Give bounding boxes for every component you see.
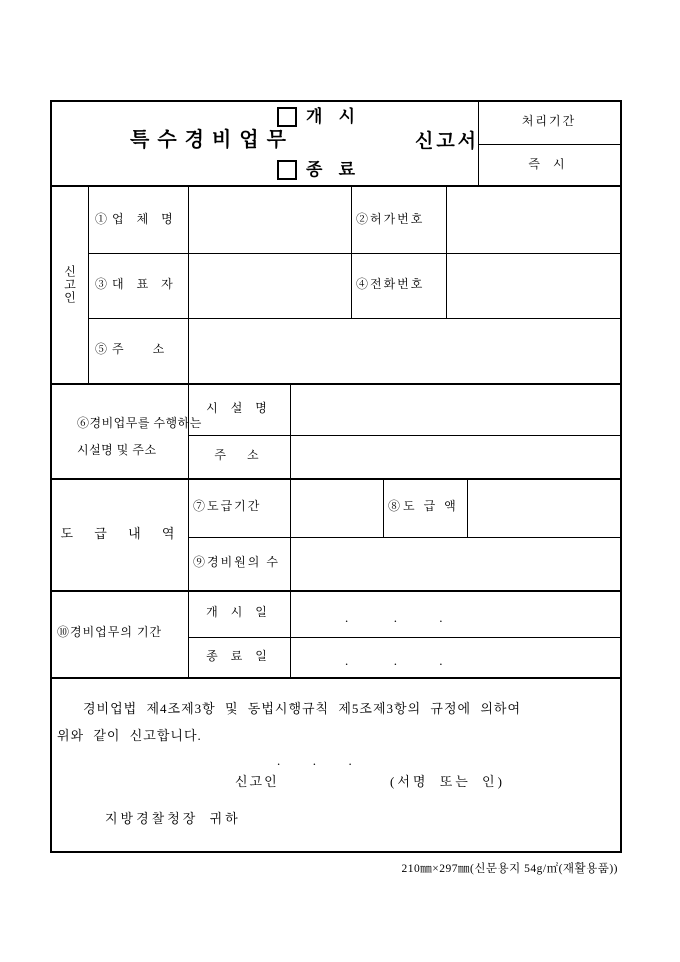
paper-spec-footer: 210㎜×297㎜(신문용지 54g/㎡(재활용품)) (401, 863, 618, 875)
duration-section-label: ⑩경비업무의 기간 (57, 625, 163, 639)
representative-label: ③대 표 자 (95, 277, 178, 291)
declaration-date-dots[interactable]: . . . (277, 753, 352, 768)
guard-count-value-cell[interactable] (291, 539, 620, 590)
checkbox-start[interactable] (277, 107, 297, 127)
report-form-table (50, 100, 622, 853)
contract-amount-label: ⑧도 급 액 (388, 499, 459, 513)
permit-number-value-cell[interactable] (447, 187, 620, 253)
facility-section-line2: 시설명 및 주소 (77, 443, 157, 458)
declaration-line2: 위와 같이 신고합니다. (57, 728, 202, 743)
facility-section-line1: ⑥경비업무를 수행하는 (77, 415, 202, 430)
address-value-cell[interactable] (189, 319, 620, 383)
grid-line (52, 590, 620, 592)
grid-line (383, 478, 384, 537)
company-name-value-cell[interactable] (189, 187, 351, 253)
facility-name-value-cell[interactable] (291, 385, 620, 435)
contract-period-label: ⑦도급기간 (193, 499, 262, 513)
declaration-line1: 경비업법 제4조제3항 및 동법시행규칙 제5조제3항의 규정에 의하여 (83, 701, 522, 716)
phone-number-label: ④전화번호 (356, 277, 425, 291)
recipient-label: 지방경찰청장 귀하 (105, 811, 241, 826)
guard-count-label: ⑨경비원의 수 (193, 555, 280, 569)
declarant-section-text: 신고인 (62, 264, 77, 304)
processing-period-value: 즉 시 (528, 157, 570, 171)
checkbox-end-label: 종 료 (306, 160, 362, 179)
facility-address-value-cell[interactable] (291, 437, 620, 477)
grid-line (52, 677, 620, 679)
end-date-label: 종 료 일 (206, 649, 272, 663)
declarant-section-label (52, 185, 88, 383)
grid-line (478, 144, 620, 145)
facility-section-label (56, 403, 202, 472)
address-label: ⑤주 소 (95, 342, 170, 356)
checkbox-end[interactable] (277, 160, 297, 180)
phone-number-value-cell[interactable] (447, 254, 620, 318)
representative-value-cell[interactable] (189, 254, 351, 318)
company-name-label: ①업 체 명 (95, 212, 178, 226)
grid-line (188, 435, 620, 436)
start-date-label: 개 시 일 (206, 605, 272, 619)
facility-name-label: 시 설 명 (206, 401, 272, 415)
signature-note: (서명 또는 인) (390, 774, 505, 789)
facility-address-label: 주 소 (214, 448, 264, 462)
form-title: 특수경비업무 (130, 129, 294, 151)
end-date-value-cell[interactable]: . . . (345, 653, 443, 668)
signer-label: 신고인 (235, 774, 279, 789)
grid-line (88, 187, 89, 383)
grid-line (188, 637, 620, 638)
form-title-suffix: 신고서 (414, 131, 480, 152)
contract-period-value-cell[interactable] (291, 480, 383, 537)
processing-period-header: 처리기간 (521, 114, 577, 128)
contract-amount-value-cell[interactable] (468, 480, 620, 537)
start-date-value-cell[interactable]: . . . (345, 610, 443, 625)
permit-number-label: ②허가번호 (356, 212, 425, 226)
contract-section-label: 도 급 내 역 (60, 526, 180, 541)
checkbox-start-label: 개 시 (306, 107, 362, 126)
grid-line (188, 537, 620, 538)
grid-line (351, 187, 352, 318)
